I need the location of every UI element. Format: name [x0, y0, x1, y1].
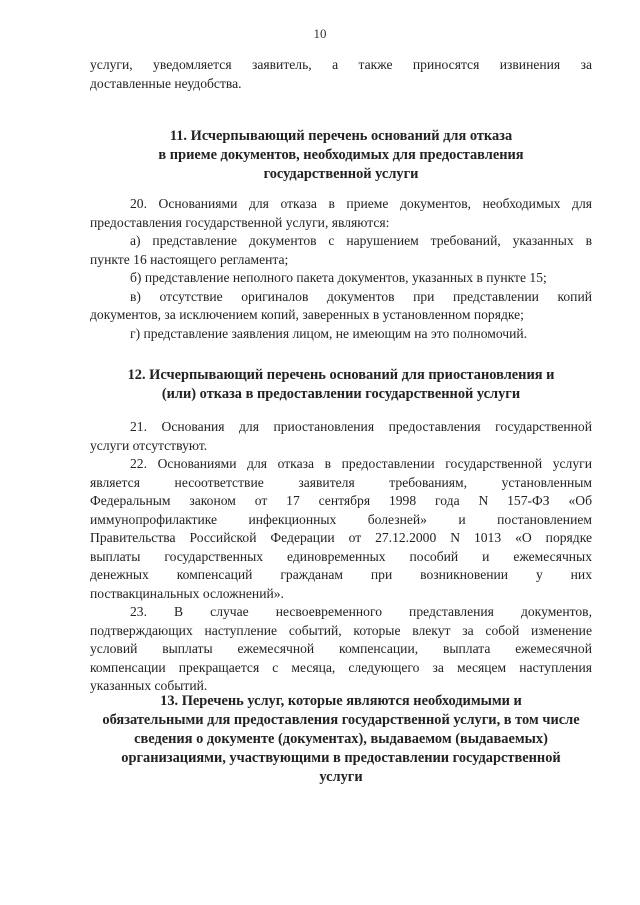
paragraph-22-line: является несоответствие заявителя требованиям, установленным: [90, 474, 592, 490]
item-a-line: а) представление документов с нарушением требований, указанных в: [130, 233, 592, 248]
section-11-heading: 11. Исчерпывающий перечень оснований для отказа в приеме документов, необходимых для предоставления государственной услуги: [158, 128, 524, 182]
section-13-heading: 13. Перечень услуг, которые являются необходимыми и обязательными для предоставления государственной услуги, в том числе сведения о документе (документах), выдаваемом (выдаваемых) организациями, участвующими в предоставлении государственной услуги: [102, 693, 580, 785]
page-number: 10: [313, 26, 327, 41]
paragraph-22-line: иммунопрофилактике инфекционных болезней» и постановлением: [90, 511, 592, 527]
paragraph-21-line: 21. Основания для приостановления предоставления государственной: [130, 419, 592, 434]
paragraph-22-line: Федеральным законом от 17 сентября 1998 года N 157-ФЗ «Об: [90, 493, 592, 508]
intro-paragraph: [90, 56, 592, 93]
paragraph-22-line: Правительства Российской Федерации от 27.12.2000 N 1013 «О порядке: [90, 530, 592, 545]
item-v-line: документов, за исключением копий, заверенных в установленном порядке;: [90, 307, 524, 322]
section-11-body: [90, 195, 592, 343]
text-line: доставленные неудобства.: [90, 75, 242, 91]
paragraph-22-line: денежных компенсаций гражданам при возникновении у них: [90, 567, 592, 582]
section-12-heading: 12. Исчерпывающий перечень оснований для приостановления и (или) отказа в предоставлении государственной услуги: [127, 367, 555, 402]
paragraph-21-line: услуги отсутствуют.: [90, 437, 208, 453]
paragraph-22-line: выплаты государственных единовременных пособий и ежемесячных: [90, 548, 592, 564]
item-v-line: в) отсутствие оригиналов документов при представлении копий: [130, 288, 592, 304]
text-line: услуги, уведомляется заявитель, а также приносятся извинения за: [90, 57, 592, 72]
paragraph-22-line: 22. Основаниями для отказа в предоставлении государственной услуги: [130, 456, 592, 471]
item-g: г) представление заявления лицом, не имеющим на это полномочий.: [130, 325, 528, 341]
paragraph-23-line: 23. В случае несвоевременного представления документов,: [130, 604, 592, 619]
paragraph-20-line: предоставления государственной услуги, являются:: [90, 214, 390, 230]
paragraph-20-line: 20. Основаниями для отказа в приеме документов, необходимых для: [130, 196, 592, 211]
item-b: б) представление неполного пакета документов, указанных в пункте 15;: [130, 270, 547, 285]
section-12-body: [90, 418, 592, 696]
paragraph-23-line: условий выплаты ежемесячной компенсации, выплата ежемесячной: [90, 641, 592, 656]
paragraph-23-line: указанных событий.: [90, 678, 208, 693]
paragraph-23-line: компенсации прекращается с месяца, следующего за месяцем наступления: [90, 659, 592, 675]
paragraph-23-line: подтверждающих наступление событий, которые влекут за собой изменение: [90, 622, 592, 638]
paragraph-22-line: поствакцинальных осложнений».: [90, 585, 284, 601]
item-a-line: пункте 16 настоящего регламента;: [90, 251, 289, 267]
